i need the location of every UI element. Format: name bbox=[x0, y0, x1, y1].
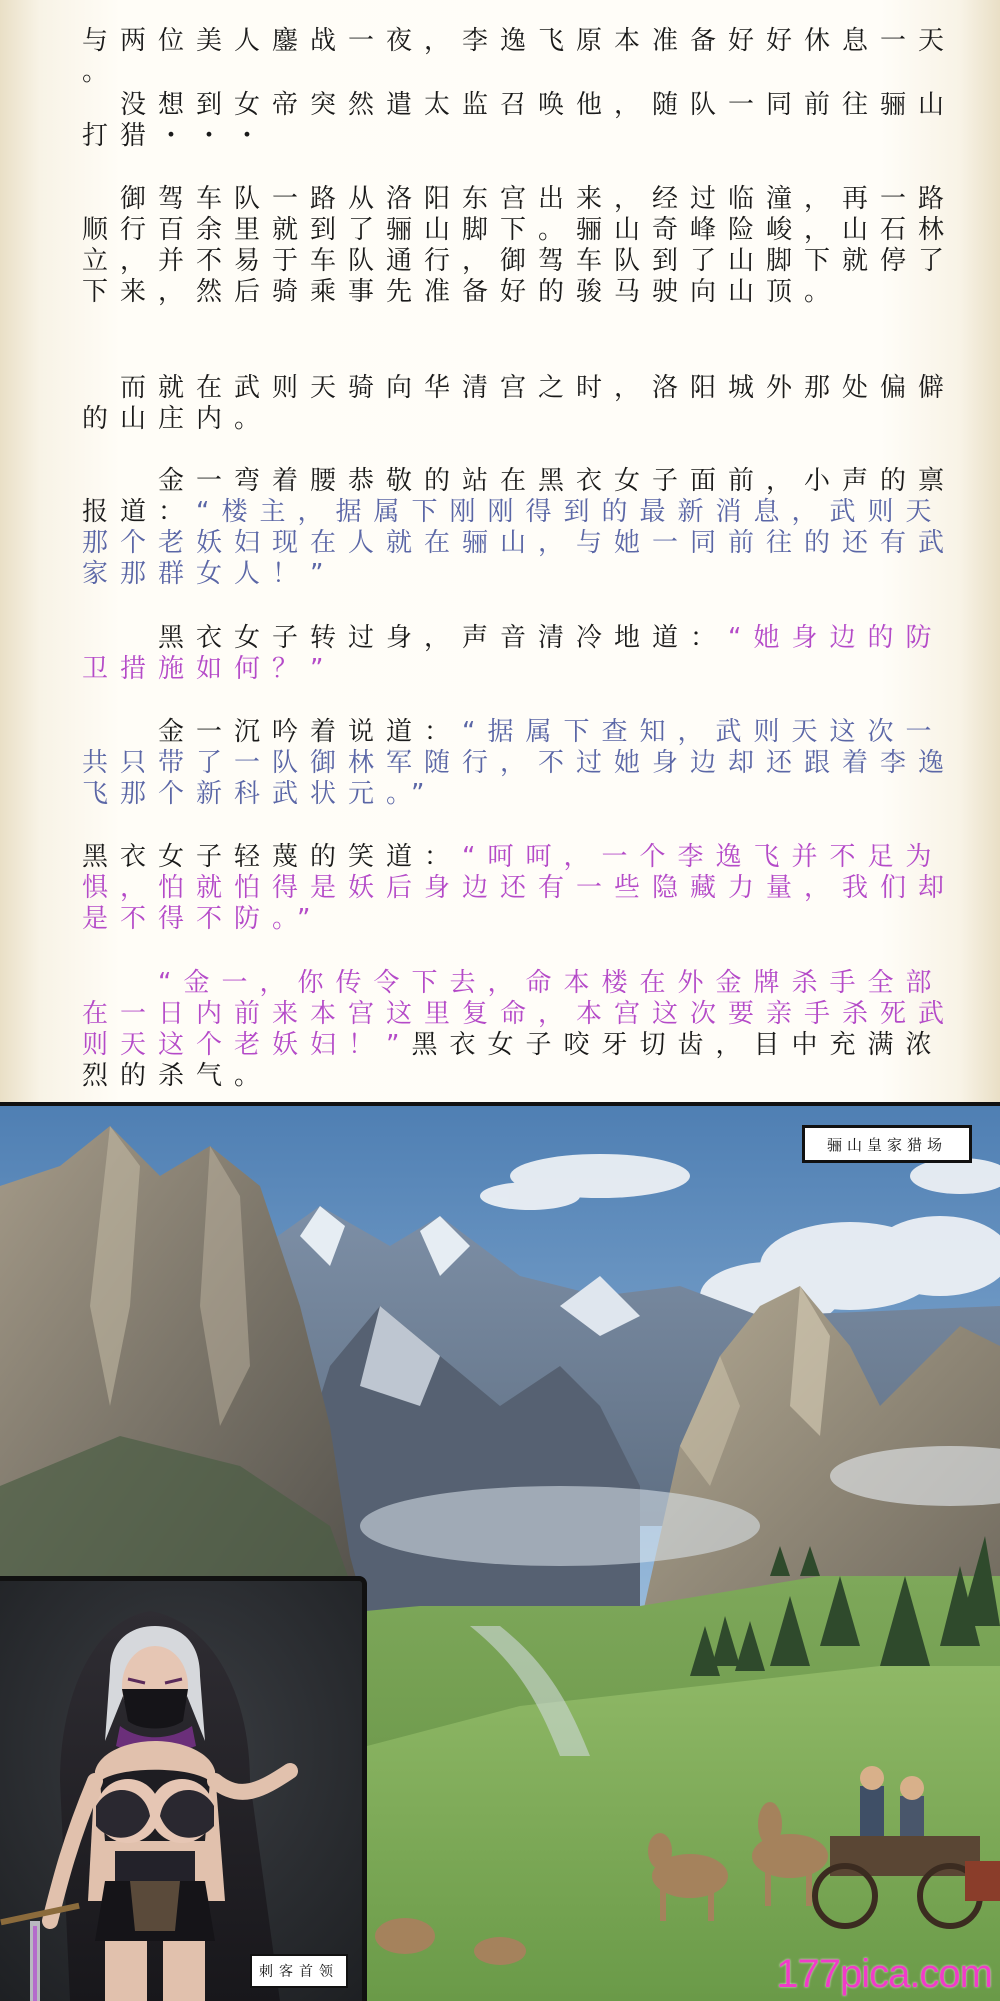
story-paragraph bbox=[82, 717, 957, 810]
narration-text: 黑衣女子轻蔑的笑道： bbox=[82, 842, 463, 872]
story-line: 立，并不易于车队通行，御驾车队到了山脚下就停了 bbox=[82, 246, 957, 276]
story-line: 。 bbox=[82, 57, 121, 87]
dialog-text: “据属下查知，武则天这次一 bbox=[462, 717, 944, 747]
story-line bbox=[82, 717, 944, 748]
dialog-text: 在一日内前来本宫这里复命，本宫这次要亲手杀死武 bbox=[82, 999, 957, 1029]
story-line bbox=[82, 842, 944, 873]
story-line: 烈的杀气。 bbox=[82, 1061, 273, 1091]
narration-text: 报道： bbox=[82, 497, 197, 527]
story-paragraph bbox=[82, 466, 957, 590]
dialog-text: “金一，你传令下去，命本楼在外金牌杀手全部 bbox=[82, 968, 944, 998]
story-line: 下来，然后骑乘事先准备好的骏马驶向山顶。 bbox=[82, 277, 843, 307]
story-line: 顺行百余里就到了骊山脚下。骊山奇峰险峻，山石林 bbox=[82, 215, 957, 245]
narration-text: 黑衣女子咬牙切齿，目中充满浓 bbox=[411, 1030, 944, 1060]
hooded-assassin-figure bbox=[0, 1581, 362, 2001]
story-line: 打猎・・・ bbox=[82, 121, 273, 151]
dialog-text: 飞那个新科武状元。” bbox=[82, 779, 437, 809]
story-paragraph bbox=[82, 90, 957, 152]
dialog-text: 那个老妖妇现在人就在骊山，与她一同前往的还有武 bbox=[82, 528, 957, 558]
dialog-text: 则天这个老妖妇！” bbox=[82, 1030, 412, 1060]
narration-text: 黑衣女子转过身，声音清冷地道： bbox=[82, 623, 729, 653]
story-paragraph bbox=[82, 26, 957, 88]
story-line: 金一弯着腰恭敬的站在黑衣女子面前，小声的禀 bbox=[82, 466, 957, 496]
character-inset-panel bbox=[0, 1576, 367, 2001]
narration-text: 金一沉吟着说道： bbox=[82, 717, 463, 747]
story-line: 御驾车队一路从洛阳东宫出来，经过临潼，再一路 bbox=[82, 184, 957, 214]
dialog-text: 是不得不防。” bbox=[82, 904, 323, 934]
story-line: 与两位美人鏖战一夜，李逸飞原本准备好好休息一天 bbox=[82, 26, 957, 56]
location-caption: 骊山皇家猎场 bbox=[802, 1125, 972, 1163]
story-line: 的山庄内。 bbox=[82, 404, 273, 434]
dialog-text: “楼主，据属下刚刚得到的最新消息，武则天 bbox=[196, 497, 944, 527]
dialog-text: 共只带了一队御林军随行，不过她身边却还跟着李逸 bbox=[82, 748, 957, 778]
dialog-text: “她身边的防 bbox=[728, 623, 944, 653]
story-paragraph bbox=[82, 184, 957, 308]
dialog-text: “呵呵，一个李逸飞并不足为 bbox=[462, 842, 944, 872]
story-paragraph bbox=[82, 842, 957, 935]
dialog-text: 家那群女人！” bbox=[82, 559, 336, 589]
story-paragraph bbox=[82, 968, 957, 1092]
story-line bbox=[82, 497, 944, 528]
story-paragraph bbox=[82, 373, 957, 435]
story-line bbox=[82, 1030, 944, 1061]
site-watermark: 177pica.com bbox=[776, 1952, 992, 1996]
character-caption: 刺客首领 bbox=[250, 1954, 348, 1988]
story-line bbox=[82, 623, 944, 654]
story-paragraph bbox=[82, 623, 944, 685]
story-line: 而就在武则天骑向华清宫之时，洛阳城外那处偏僻 bbox=[82, 373, 957, 403]
dialog-text: 卫措施如何？” bbox=[82, 654, 336, 684]
story-line: 没想到女帝突然遣太监召唤他，随队一同前往骊山 bbox=[82, 90, 957, 120]
dialog-text: 惧，怕就怕得是妖后身边还有一些隐藏力量，我们却 bbox=[82, 873, 957, 903]
